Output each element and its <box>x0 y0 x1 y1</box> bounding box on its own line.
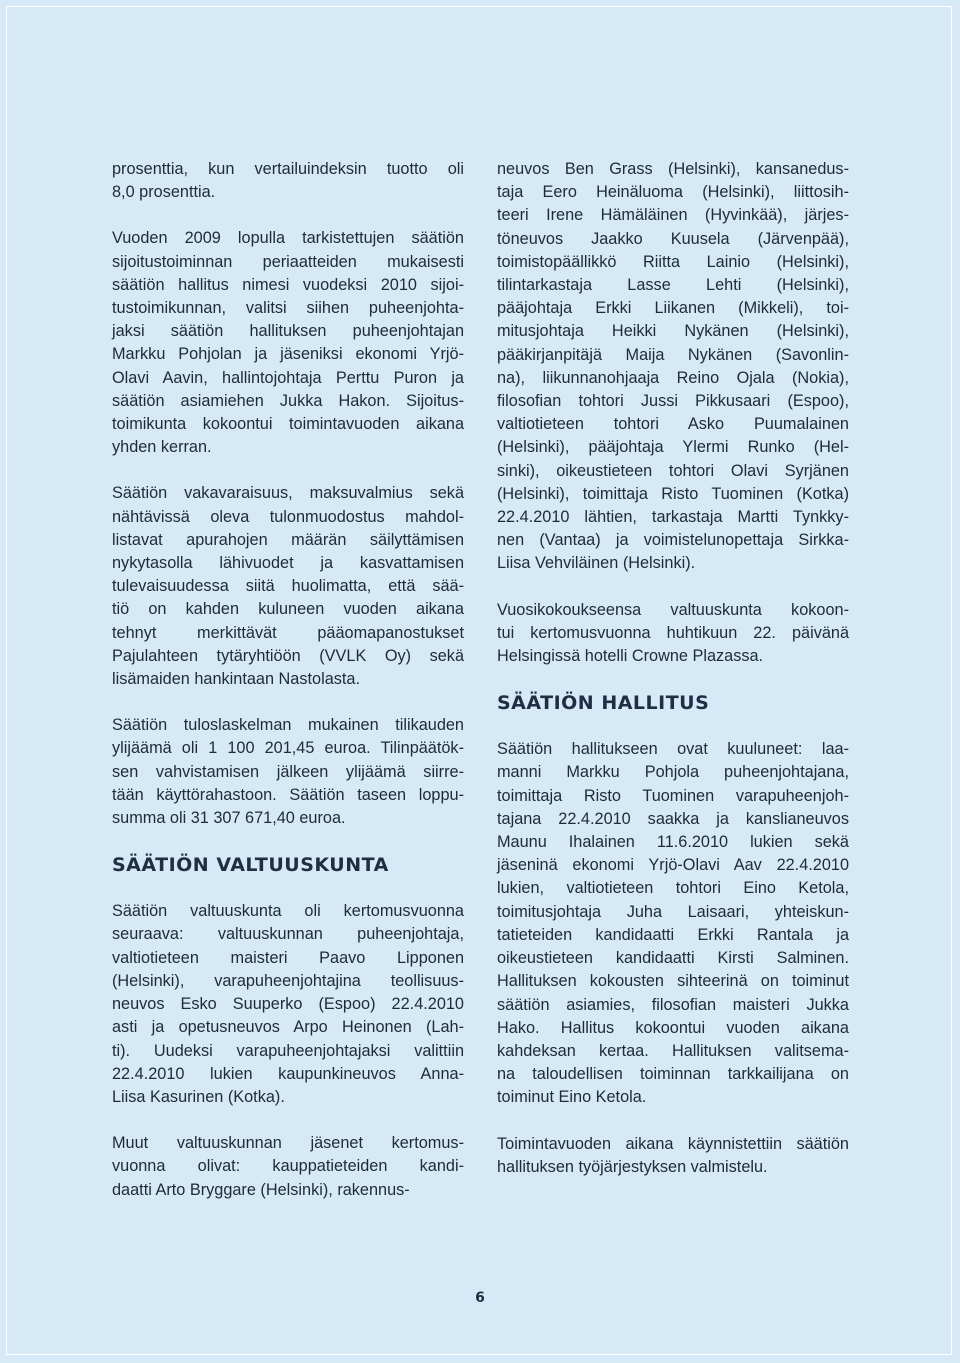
text-line: filosofian tohtori Jussi Pikkusaari (Espoo), <box>497 392 849 411</box>
text-line: Hallituksen kokousten sihteerinä on toiminut <box>497 972 849 991</box>
text-line: Säätiön vakavaraisuus, maksuvalmius sekä <box>112 484 464 503</box>
text-line: 8,0 prosenttia. <box>112 183 216 202</box>
text-line: toiminut Eino Ketola. <box>497 1088 647 1107</box>
text-line: tilintarkastaja Lasse Lehti (Helsinki), <box>497 276 849 295</box>
text-line: Vuoden 2009 lopulla tarkistettujen säätiön <box>112 229 464 248</box>
text-line: summa oli 31 307 671,40 euroa. <box>112 809 346 828</box>
left-column <box>112 158 464 1225</box>
text-line: (Helsinki), pääjohtaja Ylermi Runko (Hel- <box>497 438 849 457</box>
text-line: tiö on kahden kuluneen vuoden aikana <box>112 600 464 619</box>
text-line: tustoimikunnan, valitsi siihen puheenjohta- <box>112 299 464 318</box>
text-line: Muut valtuuskunnan jäsenet kertomus- <box>112 1134 464 1153</box>
text-line: Liisa Kasurinen (Kotka). <box>112 1087 285 1106</box>
text-line: ylijäämä oli 1 100 201,45 euroa. Tilinpäätök- <box>112 739 464 758</box>
text-line: Pajulahteen tytäryhtiöön (VVLK Oy) sekä <box>112 646 464 665</box>
text-line: toimitusjohtaja Juha Laisaari, yhteiskun- <box>497 902 849 921</box>
page-number: 6 <box>475 1290 485 1306</box>
paragraph-return-summary <box>112 158 464 204</box>
heading-valtuuskunta: SÄÄTIÖN VALTUUSKUNTA <box>112 854 389 877</box>
text-line: Liisa Vehviläinen (Helsinki). <box>497 554 696 573</box>
text-line: yhden kerran. <box>112 438 212 457</box>
text-line: Hako. Hallitus kokoontui vuoden aikana <box>497 1018 849 1037</box>
paragraph-rules-of-procedure <box>497 1133 849 1179</box>
text-line: Toimintavuoden aikana käynnistettiin säätiön <box>497 1134 849 1153</box>
text-line: Olavi Aavin, hallintojohtaja Perttu Puron ja <box>112 368 464 387</box>
text-line: Maunu Ihalainen 11.6.2010 lukien sekä <box>497 833 849 852</box>
paragraph-valtuuskunta-members-start <box>112 1132 464 1202</box>
text-line: na taloudellisen toiminnan tarkkailijana on <box>497 1065 849 1084</box>
text-line: Vuosikokoukseensa valtuuskunta kokoon- <box>497 600 849 619</box>
text-line: listavat apurahojen määrän säilyttämisen <box>112 530 464 549</box>
paragraph-valtuuskunta-leadership <box>112 900 464 1109</box>
paragraph-hallitus-members <box>497 738 849 1109</box>
text-line: sinki), oikeustieteen tohtori Olavi Syrjänen <box>497 461 849 480</box>
right-column <box>497 158 849 1202</box>
text-line: neuvos Esko Suuperko (Espoo) 22.4.2010 <box>112 995 464 1014</box>
text-line: valtiotieteen tohtori Asko Puumalainen <box>497 415 849 434</box>
text-line: Säätiön hallitukseen ovat kuuluneet: laa- <box>497 740 849 759</box>
text-line: Markku Pohjolan ja jäseniksi ekonomi Yrjö- <box>112 345 464 364</box>
text-line: tajana 22.4.2010 saakka ja kanslianeuvos <box>497 809 849 828</box>
text-line: (Helsinki), toimittaja Risto Tuominen (Kotka) <box>497 484 849 503</box>
heading-hallitus: SÄÄTIÖN HALLITUS <box>497 692 710 715</box>
text-line: jäseninä ekonomi Yrjö-Olavi Aav 22.4.2010 <box>497 856 849 875</box>
text-line: neuvos Ben Grass (Helsinki), kansanedus- <box>497 160 849 178</box>
text-line: mitusjohtaja Heikki Nykänen (Helsinki), <box>497 322 849 341</box>
text-line: tui kertomusvuonna huhtikuun 22. päivänä <box>497 623 849 642</box>
text-line: tään käyttörahastoon. Säätiön taseen loppu- <box>112 785 464 804</box>
text-line: hallituksen työjärjestyksen valmistelu. <box>497 1157 768 1176</box>
text-line: tatieteiden kandidaatti Erkki Rantala ja <box>497 925 849 944</box>
text-line: nen (Vantaa) ja voimistelunopettaja Sirkka- <box>497 531 849 550</box>
text-line: teeri Irene Hämäläinen (Hyvinkää), järjes- <box>497 206 849 225</box>
text-line: asti ja opetusneuvos Arpo Heinonen (Lah- <box>112 1018 464 1037</box>
text-line: prosenttia, kun vertailuindeksin tuotto oli <box>112 160 464 178</box>
text-line: valtiotieteen maisteri Paavo Lipponen <box>112 948 464 967</box>
text-line: toimikunta kokoontui toimintavuoden aikana <box>112 415 464 434</box>
text-line: toimistopäällikkö Riitta Lainio (Helsinki), <box>497 252 849 271</box>
paragraph-income-statement <box>112 714 464 830</box>
text-line: töneuvos Jaakko Kuusela (Järvenpää), <box>497 229 849 248</box>
text-line: säätiön asiamiehen Jukka Hakon. Sijoitus- <box>112 391 464 410</box>
paragraph-annual-meeting <box>497 599 849 669</box>
text-line: sijoitustoiminnan periaatteiden mukaisesti <box>112 252 464 271</box>
text-line: manni Markku Pohjola puheenjohtajana, <box>497 763 849 782</box>
text-line: vuonna olivat: kauppatieteiden kandi- <box>112 1157 464 1176</box>
text-line: Säätiön valtuuskunta oli kertomusvuonna <box>112 902 464 921</box>
text-line: nykytasolla lähivuodet ja kasvattamisen <box>112 554 464 573</box>
text-line: säätiön hallitus nimesi vuodeksi 2010 sijoi- <box>112 275 464 294</box>
text-line: pääjohtaja Erkki Liikanen (Mikkeli), toi- <box>497 299 849 318</box>
text-line: ti). Uudeksi varapuheenjohtajaksi valittiin <box>112 1041 464 1060</box>
paragraph-solvency <box>112 482 464 691</box>
text-line: nähtävissä oleva tulonmuodostus mahdol- <box>112 507 464 526</box>
text-line: Säätiön tuloslaskelman mukainen tilikauden <box>112 716 464 735</box>
text-line: 22.4.2010 lähtien, tarkastaja Martti Tynkky- <box>497 508 849 527</box>
text-line: pääkirjanpitäjä Maija Nykänen (Savonlin- <box>497 345 849 364</box>
text-line: oikeustieteen kandidaatti Kirsti Salminen. <box>497 949 849 968</box>
text-line: tulevaisuudessa siitä huolimatta, että sää- <box>112 577 464 596</box>
text-line: lisämaiden hankintaan Nastolasta. <box>112 670 360 689</box>
text-line: Helsingissä hotelli Crowne Plazassa. <box>497 647 764 666</box>
text-line: sen vahvistamisen jälkeen ylijäämä siirre- <box>112 762 464 781</box>
text-line: kahdeksan kertaa. Hallituksen valitsema- <box>497 1041 849 1060</box>
text-line: jaksi säätiön hallituksen puheenjohtajan <box>112 322 464 341</box>
text-line: taja Eero Heinäluoma (Helsinki), liittosih- <box>497 183 849 202</box>
text-line: säätiön asiamies, filosofian maisteri Jukka <box>497 995 849 1014</box>
text-line: daatti Arto Bryggare (Helsinki), rakennus- <box>112 1180 410 1199</box>
paragraph-investment-committee <box>112 227 464 459</box>
paragraph-valtuuskunta-members <box>497 158 849 576</box>
text-line: 22.4.2010 lukien kaupunkineuvos Anna- <box>112 1064 464 1083</box>
text-line: (Helsinki), varapuheenjohtajina teollisuus- <box>112 971 464 990</box>
text-line: toimittaja Risto Tuominen varapuheenjoh- <box>497 786 849 805</box>
text-line: na), liikunnanohjaaja Reino Ojala (Nokia), <box>497 368 849 387</box>
text-line: seuraava: valtuuskunnan puheenjohtaja, <box>112 925 464 944</box>
text-line: tehnyt merkittävät pääomapanostukset <box>112 623 464 642</box>
text-line: lukien, valtiotieteen tohtori Eino Ketola, <box>497 879 849 898</box>
